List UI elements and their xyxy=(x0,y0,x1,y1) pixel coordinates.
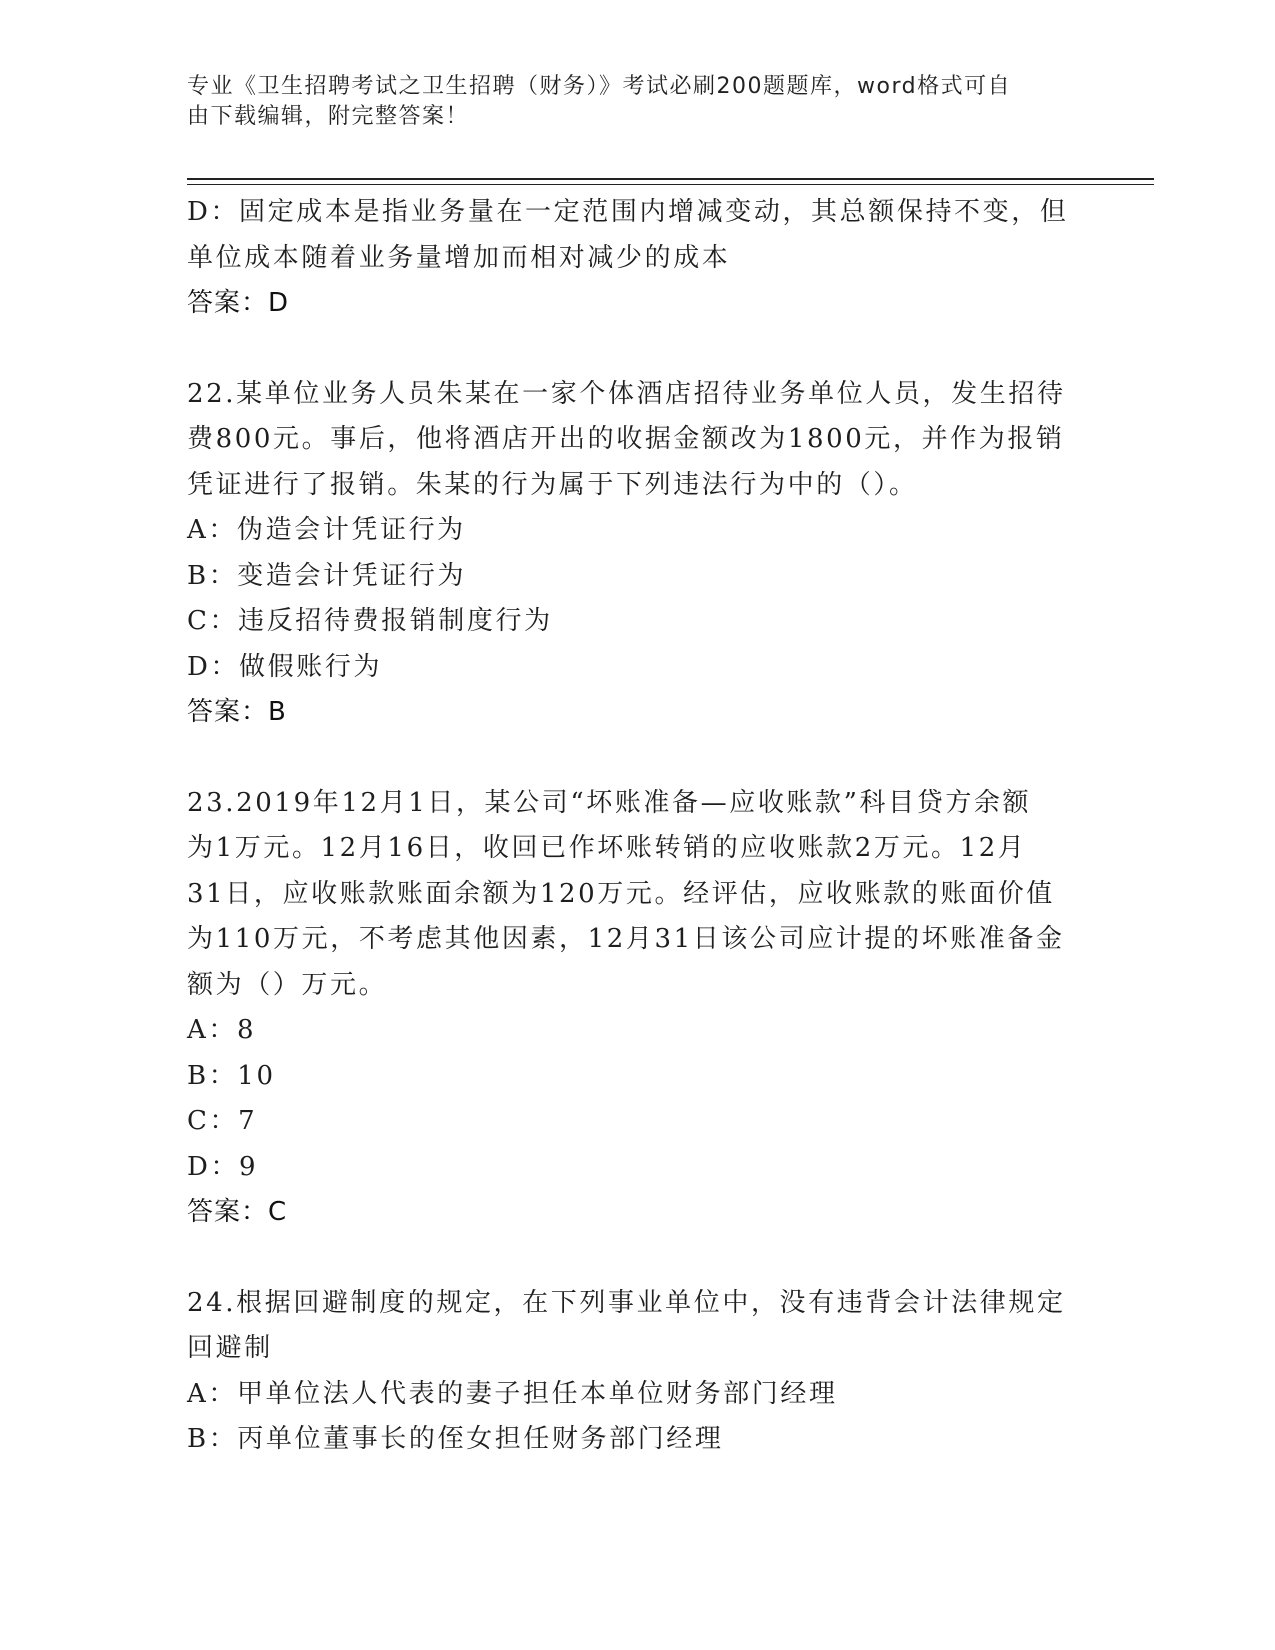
option-d: D：9 xyxy=(187,1151,259,1182)
option-b: B：变造会计凭证行为 xyxy=(187,560,467,591)
question-stem-line: 24.根据回避制度的规定，在下列事业单位中，没有违背会计法律规定 xyxy=(187,1287,1066,1318)
question-stem-line: 费800元。事后，他将酒店开出的收据金额改为1800元，并作为报销 xyxy=(187,424,1065,454)
answer-line: 答案：B xyxy=(187,697,287,727)
option-a: A：甲单位法人代表的妻子担任本单位财务部门经理 xyxy=(187,1378,838,1409)
option-d-line-2: 单位成本随着业务量增加而相对减少的成本 xyxy=(187,242,731,273)
option-d: D：做假账行为 xyxy=(187,651,383,682)
question-24 xyxy=(187,1281,1087,1463)
question-stem-line: 为110万元，不考虑其他因素，12月31日该公司应计提的坏账准备金 xyxy=(187,924,1065,954)
question-stem-line: 31日，应收账款账面余额为120万元。经评估，应收账款的账面价值 xyxy=(187,878,1055,909)
header-rule-thin xyxy=(187,184,1154,185)
question-stem-line: 凭证进行了报销。朱某的行为属于下列违法行为中的（）。 xyxy=(187,469,918,500)
question-stem-line: 为1万元。12月16日，收回已作坏账转销的应收账款2万元。12月 xyxy=(187,833,1027,863)
question-stem-line: 额为（）万元。 xyxy=(187,969,388,1000)
option-c: C：7 xyxy=(187,1106,258,1136)
question-stem-line: 回避制 xyxy=(187,1333,273,1363)
document-header xyxy=(187,72,1077,132)
spacer xyxy=(187,736,1087,781)
option-a: A：8 xyxy=(187,1015,257,1045)
header-line-1: 专业《卫生招聘考试之卫生招聘（财务）》考试必刷200题题库，word格式可自 xyxy=(187,74,1012,99)
prev-question-tail xyxy=(187,190,1087,327)
question-22 xyxy=(187,372,1087,736)
option-b: B：10 xyxy=(187,1060,276,1091)
document-body xyxy=(187,190,1087,1463)
option-d-line-1: D：固定成本是指业务量在一定范围内增减变动，其总额保持不变，但 xyxy=(187,197,1069,227)
header-line-2: 由下载编辑，附完整答案！ xyxy=(187,104,470,129)
option-b: B：丙单位董事长的侄女担任财务部门经理 xyxy=(187,1424,724,1454)
question-23 xyxy=(187,781,1087,1236)
option-c: C：违反招待费报销制度行为 xyxy=(187,606,553,636)
spacer xyxy=(187,327,1087,372)
question-stem-line: 23.2019年12月1日，某公司“坏账准备—应收账款”科目贷方余额 xyxy=(187,787,1032,818)
spacer xyxy=(187,1236,1087,1281)
answer-line: 答案：C xyxy=(187,1197,288,1227)
header-rule-thick xyxy=(187,178,1154,180)
option-a: A：伪造会计凭证行为 xyxy=(187,515,466,545)
answer-line: 答案：D xyxy=(187,288,290,318)
question-stem-line: 22.某单位业务人员朱某在一家个体酒店招待业务单位人员，发生招待 xyxy=(187,378,1066,409)
